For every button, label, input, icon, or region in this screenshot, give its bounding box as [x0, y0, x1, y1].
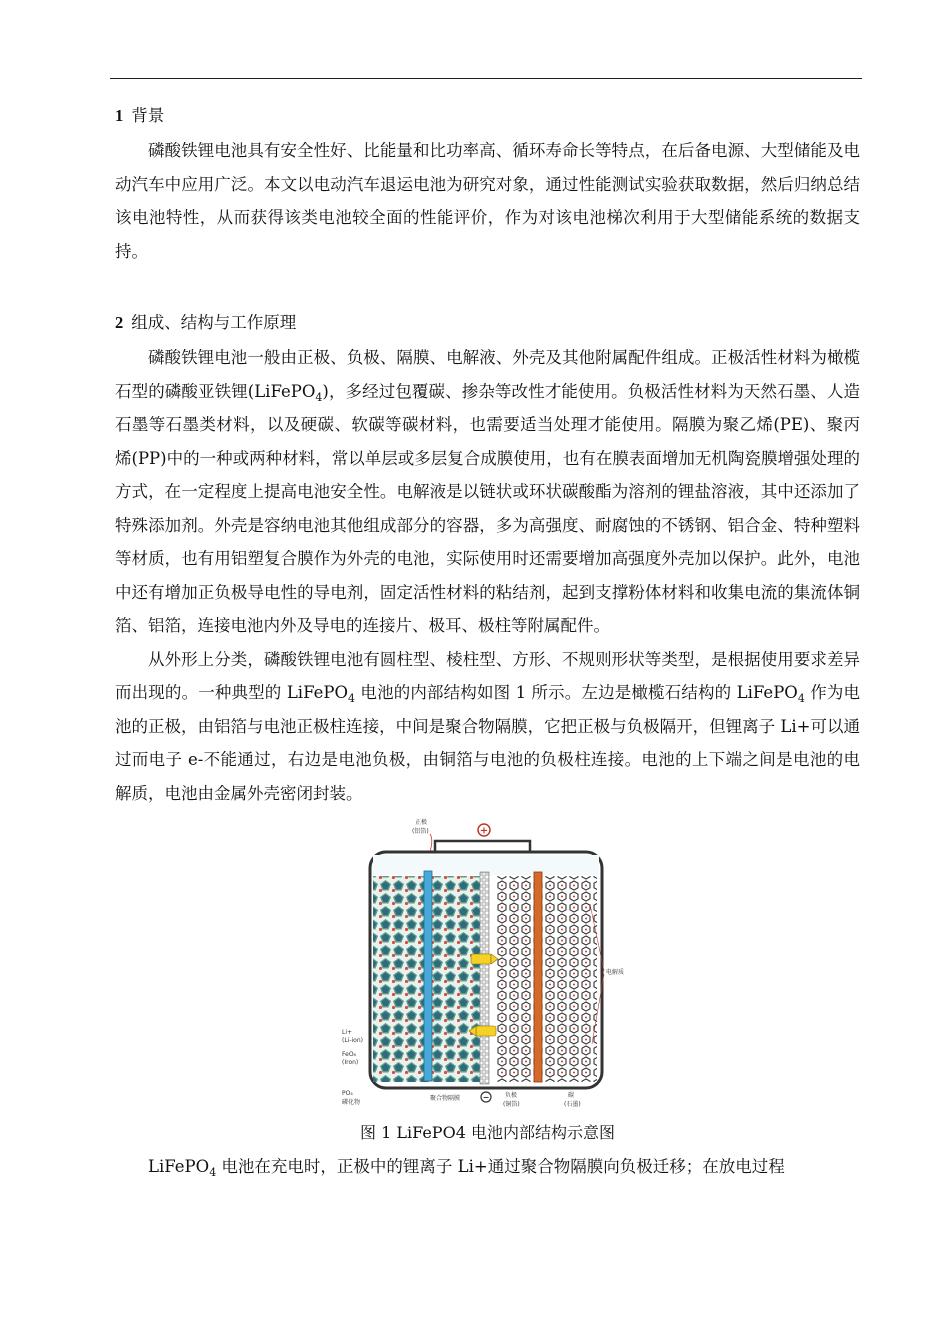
li-ion-arrow-discharge — [476, 1026, 496, 1036]
header-rule — [110, 78, 862, 79]
svg-text:−: − — [482, 1093, 490, 1102]
li-ion-arrow-charge — [471, 954, 491, 964]
section-1-paragraph: 磷酸铁锂电池具有安全性好、比能量和比功率高、循环寿命长等特点，在后备电源、大型储能及电动汽车中应用广泛。本文以电动汽车退运电池为研究对象，通过性能测试实验获取数据，然后归纳总结该电池特性，从而获得该类电池较全面的性能评价，作为对该电池梯次利用于大型储能系统的数据支持。 — [115, 141, 860, 261]
terminal-cap — [435, 841, 530, 852]
electrolyte-label: 电解质 — [606, 969, 625, 976]
battery-structure-figure — [340, 814, 638, 1114]
svg-text:(Iron): (Iron) — [342, 1059, 359, 1066]
copper-foil — [534, 872, 542, 1082]
svg-text:(铜箔): (铜箔) — [503, 1101, 520, 1108]
svg-text:(Li-ion): (Li-ion) — [342, 1037, 363, 1044]
section-2-paragraph-2: 从外形上分类，磷酸铁锂电池有圆柱型、棱柱型、方形、不规则形状等类型，是根据使用要求差异而出现的。一种典型的 LiFePO$_4$ 电池的内部结构如图 1 所示。左边是橄榄石结构的 LiFePO$_4$ 作为电池的正极，由铝箔与电池正极柱连接，中间是聚合物隔膜，它把正极与负极隔开，但锂离子 Li+可以通过而电子 e-不能通过，右边是电池负极，由铜箔与电池的负极柱连接。电池的上下端之间是电池的电解质，电池由金属外壳密闭封装。 — [115, 649, 861, 803]
aluminum-foil — [424, 871, 432, 1081]
svg-text:磷化物: 磷化物 — [342, 1099, 361, 1106]
document-body — [115, 98, 860, 1184]
svg-text:(石墨): (石墨) — [564, 1101, 581, 1108]
section-2-paragraph-1: 磷酸铁锂电池一般由正极、负极、隔膜、电解液、外壳及其他附属配件组成。正极活性材料为橄榄石型的磷酸亚铁锂(LiFePO$_4$)，多经过包覆碳、掺杂等改性才能使用。负极活性材料为天然石墨、人造石墨等石墨类材料，以及硬碳、软碳等碳材料，也需要适当处理才能使用。隔膜为聚乙烯(PE)、聚丙烯(PP)中的一种或两种材料，常以单层或多层复合成膜使用，也有在膜表面增加无机陶瓷膜增强处理的方式，在一定程度上提高电池安全性。电解液是以链状或环状碳酸酯为溶剂的锂盐溶液，其中还添加了特殊添加剂。外壳是容纳电池其他组成部分的容器，多为高强度、耐腐蚀的不锈钢、铝合金、特种塑料等材质，也有用铝塑复合膜作为外壳的电池，实际使用时还需要增加高强度外壳加以保护。此外，电池中还有增加正负极导电性的导电剂，固定活性材料的粘结剂，起到支撑粉体材料和收集电流的集流体铜箔、铝箔，连接电池内外及导电的连接片、极耳、极柱等附属配件。 — [115, 348, 860, 635]
section-1-heading: 1 背景 — [115, 106, 165, 125]
positive-label: 正极 — [415, 819, 428, 826]
positive-sub-label: (铝箔) — [412, 828, 429, 835]
negative-label: 负极 — [505, 1092, 518, 1099]
battery-diagram — [340, 814, 638, 1114]
li-label: Li+ — [342, 1029, 353, 1036]
section-2-heading: 2 组成、结构与工作原理 — [115, 313, 297, 332]
feo-label: FeO₆ — [342, 1051, 356, 1058]
figure-caption: 图 1 LiFePO4 电池内部结构示意图 — [360, 1123, 615, 1142]
carbon-label: 碳 — [568, 1092, 575, 1099]
anode-graphite — [497, 876, 597, 1082]
svg-text:+: + — [479, 825, 489, 837]
separator-label: 聚合物隔膜 — [430, 1095, 461, 1102]
po-label: PO₄ — [342, 1090, 353, 1097]
last-paragraph: LiFePO$_4$ 电池在充电时，正极中的锂离子 Li+通过聚合物隔膜向负极迁移；在放电过程 — [148, 1157, 785, 1179]
separator — [480, 872, 489, 1084]
